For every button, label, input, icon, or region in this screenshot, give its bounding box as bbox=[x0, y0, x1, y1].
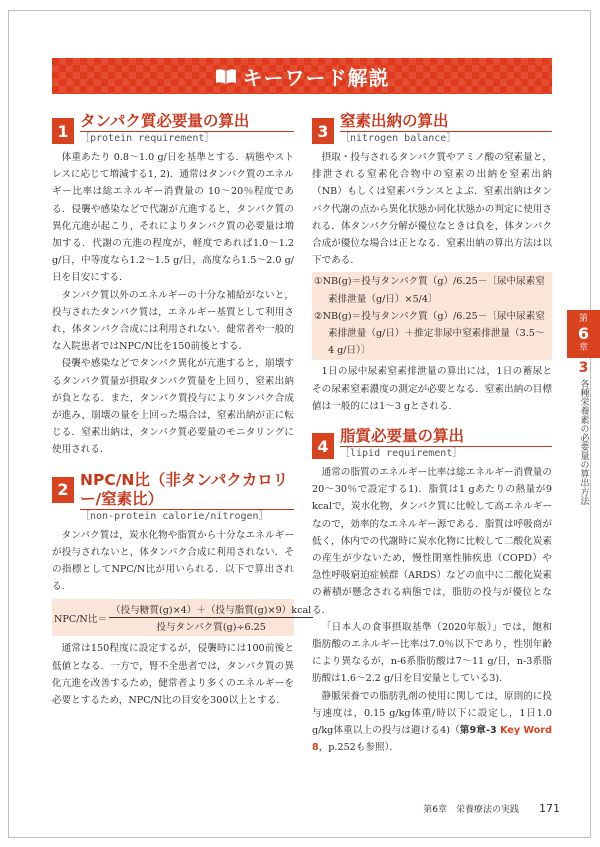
keyword-1-heading bbox=[52, 112, 294, 145]
section-number: 3 bbox=[578, 360, 589, 376]
keyword-2-heading bbox=[52, 471, 294, 523]
chapter-suffix: 章 bbox=[578, 343, 588, 353]
right-column bbox=[312, 112, 552, 757]
chapter-reference-link[interactable]: 第9章-3 bbox=[459, 725, 497, 737]
section-title: 各種栄養素の必要量の算出方法 bbox=[578, 379, 589, 505]
keyword-number: 1 bbox=[52, 118, 74, 144]
formula-2: ②NB(g)＝投与タンパク質（g）/6.25－〔尿中尿素窒素排泄量（g/日）＋推定非尿中窒素排泄量（3.5～4 g/日）〕 bbox=[314, 310, 545, 357]
footer-chapter: 第6章 栄養療法の実践 bbox=[423, 805, 519, 815]
npc-n-formula bbox=[52, 599, 312, 636]
keyword-title: 脂質必要量の算出 bbox=[340, 427, 465, 446]
keyword-english: ［nitrogen balance］ bbox=[340, 131, 552, 145]
keyword-3-heading bbox=[312, 112, 552, 145]
keyword-banner bbox=[52, 58, 552, 94]
open-book-icon bbox=[215, 67, 237, 85]
paragraph: 体重あたり 0.8～1.0 g/日を基準とする．病態やストレスに応じて増減する1, 2)．通常はタンパク質のエネルギー比率は総エネルギー消費量の 10～20％程度である．侵襲や感染などで代謝が亢進すると，タンパク質の異化亢進が起こり，それによりタンパク質の必要量は増加する．代謝の亢進の程度が，軽度であれば1.0～1.2 g/日，中等度なら1.2～1.5 g/日，高度なら1.5～2.0 g/日を目安にする． bbox=[52, 152, 294, 284]
keyword-title: 窒素出納の算出 bbox=[340, 112, 449, 130]
nitrogen-balance-formulas bbox=[312, 272, 552, 360]
banner-title bbox=[215, 62, 390, 91]
paragraph: タンパク質以外のエネルギーの十分な補給がないと，投与されたタンパク質は，エネルギー基質として利用され，体タンパク合成には利用されない．健常者や一般的な入院患者ではNPC/N比を150前後とする． bbox=[52, 289, 294, 353]
formula-denominator: 投与タンパク質(g)÷6.25 bbox=[156, 622, 266, 634]
paragraph: 侵襲や感染などでタンパク異化が亢進すると，崩壊するタンパク質量が摂取タンパク質量を上回り，窒素出納が負となる．また，タンパク質投与によりタンパク合成が進み，崩壊の量を上回った場合は，窒素出納が正に転じる．窒素出納は，タンパク質必要量のモニタリングに使用される． bbox=[52, 358, 294, 456]
paragraph: 1日の尿中尿素窒素排泄量の算出には，1日の蓄尿とその尿素窒素濃度の測定が必要となる．窒素出納の目標値は一般的には1～3 gとされる． bbox=[312, 366, 552, 412]
formula-numerator: （投与糖質(g)×4）＋（投与脂質(g)×9）kcal bbox=[109, 602, 313, 618]
paragraph: 通常は150程度に設定するが，侵襲時には100前後と低値となる．一方で，腎不全患者では，タンパク質の異化亢進を改善するため，健常者より多くのエネルギーを必要とするため，NPC/N比の目安を300以上とする． bbox=[52, 643, 294, 707]
paragraph: 「日本人の食事摂取基準（2020年版）」では，飽和脂肪酸のエネルギー比率は7.0％以下であり，性別年齢により異なるが，n-6系脂肪酸は7～11 g/日，n-3系脂肪酸は1.6～2.2 g/日を目安量としている3)． bbox=[312, 621, 552, 685]
banner-title-text: キーワード解説 bbox=[242, 65, 390, 90]
keyword-number: 3 bbox=[312, 118, 334, 144]
left-column bbox=[52, 112, 312, 709]
paragraph: 摂取・投与されるタンパク質やアミノ酸の窒素量と，排泄される窒素化合物中の窒素の出納を窒素出納（NB）もしくは窒素バランスとよぶ．窒素出納はタンパク代謝の点から異化状態か同化状態かの判定に使用される．体タンパク分解が優位なときは負を，体タンパク合成が優位な場合は正となる．窒素出納の算出方法は以下である． bbox=[312, 152, 552, 267]
chapter-tab bbox=[567, 310, 600, 358]
chapter-side-tab bbox=[567, 310, 600, 520]
keyword-english: ［non-protein calorie/nitrogen］ bbox=[80, 509, 294, 523]
keyword-number: 4 bbox=[312, 433, 334, 459]
keyword-title: タンパク質必要量の算出 bbox=[80, 112, 250, 130]
keyword-english: ［protein requirement］ bbox=[80, 131, 294, 145]
paragraph: 通常の脂質のエネルギー比率は総エネルギー消費量の20～30％で設定する1)．脂質は1 gあたりの熱量が9 kcalで，炭水化物，タンパク質に比較して高エネルギーなので，効率的なエネルギー源である．脂質は呼吸商が低く，体内での代謝時に炭水化物に比較して二酸化炭素の産生が少ないため，慢性閉塞性肺疾患（COPD）や急性呼吸窮迫症候群（ARDS）などの血中に二酸化炭素の蓄積が懸念される病態では，脂肪の投与が優位となる． bbox=[312, 467, 552, 616]
chapter-prefix: 第 bbox=[578, 314, 588, 324]
keyword-number: 2 bbox=[52, 477, 74, 503]
page-number: 171 bbox=[539, 802, 560, 815]
paragraph-text: ，p.252も参照）． bbox=[318, 742, 399, 754]
formula-1: ①NB(g)＝投与タンパク質（g）/6.25－〔尿中尿素窒素排泄量（g/日）×5/4〕 bbox=[314, 276, 545, 305]
paragraph-text: 静脈栄養での脂肪乳剤の使用に関しては，原則的に投与速度は，0.15 g/kg体重/時以下に設定し，1日1.0 g/kg体重以上の投与は避ける4)（ bbox=[312, 690, 552, 737]
paragraph bbox=[312, 688, 552, 757]
keyword-reference-link[interactable]: Key Word 8 bbox=[312, 725, 552, 754]
keyword-english: ［lipid requirement］ bbox=[340, 446, 552, 460]
formula-lhs: NPC/N比＝ bbox=[54, 613, 108, 625]
keyword-title: NPC/N比（非タンパクカロリー/窒素比） bbox=[80, 470, 289, 508]
paragraph: タンパク質は，炭水化物や脂質から十分なエネルギーが投与されないと，体タンパク合成に利用されない．その指標としてNPC/N比が用いられる．以下で算出される． bbox=[52, 529, 294, 593]
keyword-4-heading bbox=[312, 427, 552, 460]
page-footer bbox=[400, 802, 560, 815]
chapter-number: 6 bbox=[577, 324, 590, 343]
